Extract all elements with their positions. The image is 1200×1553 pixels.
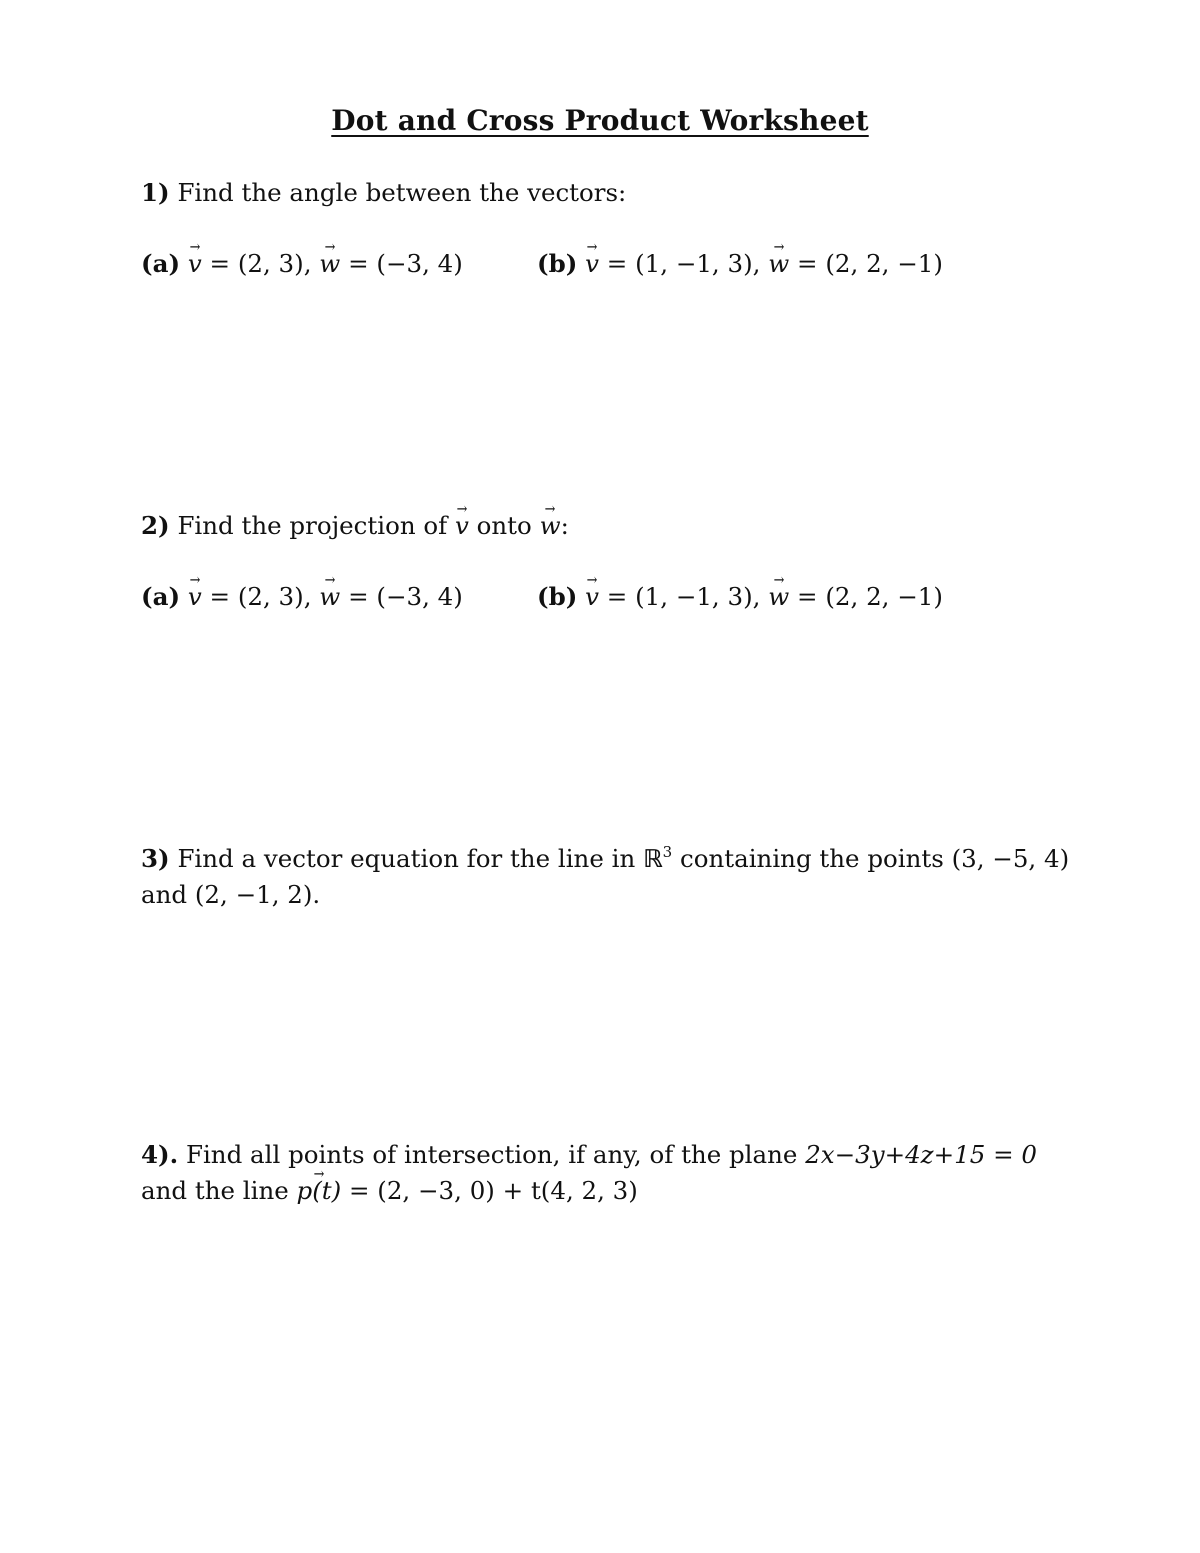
vector-v: → v: [188, 252, 202, 277]
vector-v: → v: [455, 514, 469, 539]
problem-3-number: 3): [141, 844, 170, 873]
vector-w: → w: [319, 585, 340, 610]
vector-w: → w: [319, 252, 340, 277]
problem-3-line-2: and (2, −1, 2).: [141, 880, 321, 909]
problem-1-part-b: (b) → v = (1, −1, 3), → w = (2, 2, −1): [537, 252, 943, 277]
problem-4-line-2: and the line → p(t) = (2, −3, 0) + t(4, 2, 3): [141, 1179, 638, 1204]
problem-2-prompt: 2) Find the projection of → v onto → w:: [141, 514, 569, 539]
problem-1-prompt: [141, 178, 627, 207]
problem-4-number: 4).: [141, 1140, 179, 1169]
problem-3-line-1: 3) Find a vector equation for the line in ℝ$^3$ containing the points (3, −5, 4): [141, 843, 1070, 873]
vector-w: → w: [768, 585, 789, 610]
problem-2-part-b: (b) → v = (1, −1, 3), → w = (2, 2, −1): [537, 585, 943, 610]
line-equation: = (2, −3, 0) + t(4, 2, 3): [348, 1176, 638, 1205]
problem-2-number: 2): [141, 511, 170, 540]
vector-w: → w: [540, 514, 561, 539]
plane-equation: 2x−3y+4z+15 = 0: [805, 1140, 1037, 1169]
problem-1-number: 1): [141, 178, 170, 207]
vector-w: → w: [768, 252, 789, 277]
vector-v: → v: [585, 252, 599, 277]
problem-2-part-a: (a) → v = (2, 3), → w = (−3, 4): [141, 585, 463, 610]
line-function: → p(t): [297, 1179, 342, 1204]
real-space-symbol: ℝ: [643, 844, 663, 873]
problem-1-text: Find the angle between the vectors:: [177, 178, 627, 207]
worksheet-title: Dot and Cross Product Worksheet: [331, 104, 869, 137]
vector-v: → v: [585, 585, 599, 610]
vector-v: → v: [188, 585, 202, 610]
problem-1-part-a: (a) → v = (2, 3), → w = (−3, 4): [141, 252, 463, 277]
problem-4-line-1: 4). Find all points of intersection, if any, of the plane 2x−3y+4z+15 = 0: [141, 1140, 1037, 1169]
